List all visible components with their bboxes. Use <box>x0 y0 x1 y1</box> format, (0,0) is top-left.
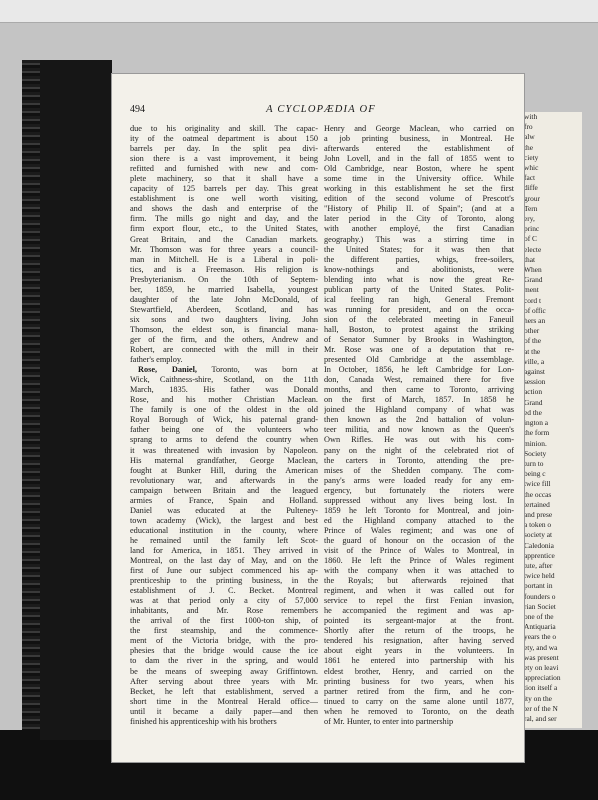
text-line: first of June our subject commenced his ap- <box>130 566 318 576</box>
facing-page-line: was present <box>524 652 559 662</box>
facing-page-line: with <box>524 112 538 121</box>
facing-page-line: grour <box>524 193 541 203</box>
text-line: ity of the oatmeal department is about 150 <box>130 134 318 144</box>
text-line: phesies that the bridge would cause the ice <box>130 646 318 656</box>
facing-page-line: ington a <box>524 418 549 428</box>
facing-page-line: portant in <box>524 581 553 591</box>
text-line: ger of the firm, and the others, Andrew and <box>130 334 318 344</box>
text-line: establishment of J. C. Becket. Montreal <box>130 586 318 596</box>
text-line: blending into what is now the great Re- <box>324 274 514 284</box>
facing-page-line: electe <box>524 244 542 254</box>
text-line: was at that period only a city of 57,000 <box>130 596 318 606</box>
running-title: A CYCLOPÆDIA OF <box>266 104 376 115</box>
book-page <box>112 74 524 762</box>
text-line: some time in the University office. While <box>324 174 514 184</box>
facing-page-line: the <box>524 142 534 152</box>
text-line: The family is one of the oldest in the old <box>130 405 318 415</box>
text-line: sion of the celebrated meeting in Faneuil <box>324 314 514 324</box>
text-line: Own Rifles. He was out with his com- <box>324 435 514 445</box>
facing-page-line: one of the <box>524 611 554 621</box>
text-line: six sons and two daughters living. John <box>130 314 318 324</box>
text-line: father's employ. <box>130 355 183 365</box>
text-line: Montreal, on the last day of May, and on the <box>130 556 318 566</box>
facing-page-line: of C <box>524 234 537 244</box>
text-line: Rose, Daniel, Toronto, was born at <box>138 365 318 375</box>
facing-page-line: ter of the N <box>524 703 558 713</box>
text-line: the Royals; but afterwards rejoined that <box>324 576 514 586</box>
text-line: establishment is one well worth visiting, <box>130 194 318 204</box>
facing-page-line: society at <box>524 530 553 540</box>
text-line: pany on the night of the celebrated riot of <box>324 445 514 455</box>
text-line: of Senator Sumner by Brooks in Washington, <box>324 334 514 344</box>
text-line: firm. The mills go night and day, and the <box>130 214 318 224</box>
facing-page-line: at the <box>524 346 541 356</box>
text-line: educational institution in the county, where <box>130 525 318 535</box>
text-line: After serving about three years with Mr. <box>130 676 318 686</box>
text-line: daughter of the late John McDonald, of <box>130 294 318 304</box>
facing-page-line: the occas <box>524 489 552 499</box>
text-line: afterwards entered the establishment of <box>324 144 514 154</box>
text-line: tics, and is a Freemason. His religion is <box>130 264 318 274</box>
text-line: Shortly after the return of the troops, he <box>324 626 514 636</box>
text-line: was running for president, and on the occa- <box>324 304 514 314</box>
text-line: joined the Highland company of what was <box>324 405 514 415</box>
facing-page-line: Caledonia <box>524 540 554 550</box>
facing-page-line: whic <box>524 163 539 173</box>
text-line: the arrival of the first 1000-ton ship, of <box>130 616 318 626</box>
text-line: capacity of 125 barrels per day. This great <box>130 184 318 194</box>
left-dark-edge <box>40 60 112 740</box>
text-line: barrels per day. In the split pea divi- <box>130 144 318 154</box>
text-line: tendered his resignation, after having served <box>324 636 514 646</box>
page-header <box>130 104 512 118</box>
facing-page-line: ety on leavi <box>524 662 559 672</box>
text-line: ed the Highland company attached to the <box>324 515 514 525</box>
text-line: on the first of March, 1857. In 1858 he <box>324 395 514 405</box>
right-text-column <box>324 124 514 727</box>
text-line: ber, 1859, he married Isabella, youngest <box>130 284 318 294</box>
text-line: he accompanied the regiment and was ap- <box>324 606 514 616</box>
text-line: eldest brother, Henry, and carried on the <box>324 666 514 676</box>
text-line: then known as the 2nd battalion of volun- <box>324 415 514 425</box>
text-line: Great Britain, and the Canadian markets. <box>130 234 318 244</box>
text-line: 1860. He left the Prince of Wales regiment <box>324 556 514 566</box>
facing-page-line: minion. <box>524 438 547 448</box>
text-line: he remained until the family left Scot- <box>130 535 318 545</box>
text-line: the United States; for it was then that <box>324 244 514 254</box>
text-line: geography.) This was a stirring time in <box>324 234 514 244</box>
text-line: land for America, in 1851. They arrived in <box>130 545 318 555</box>
facing-page-line: Grand <box>524 275 543 285</box>
facing-page-line: ery, <box>524 214 535 224</box>
facing-page-line: ral, and ser <box>524 713 557 723</box>
facing-page-line: Society <box>524 448 547 458</box>
text-line: the guard of honour on the occasion of the <box>324 535 514 545</box>
text-line: Prince of Wales regiment; and was one of <box>324 525 514 535</box>
facing-page-line: When <box>524 265 542 275</box>
text-line: the carters in Toronto, attending the pre- <box>324 455 514 465</box>
text-line: Stewartfield, Aberdeen, Scotland, and has <box>130 304 318 314</box>
scan-top-margin <box>0 0 598 22</box>
facing-page-line: founders o <box>524 591 556 601</box>
text-line: town academy (Wick), the largest and best <box>130 515 318 525</box>
text-line: visit of the Prince of Wales to Montreal, in <box>324 545 514 555</box>
text-line: refitted and furnished with new and com- <box>130 164 318 174</box>
text-line: father being one of the volunteers who <box>130 425 318 435</box>
text-line: about eight years in the volunteers. In <box>324 646 514 656</box>
text-line: His maternal grandfather, George Maclean, <box>130 455 318 465</box>
text-line: teer militia, and now known as the Queen's <box>324 425 514 435</box>
text-line: pany's arms were loaded ready for any em- <box>324 475 514 485</box>
text-line: working in this establishment he set the first <box>324 184 514 194</box>
text-line: Old Cambridge, near Boston, where he spent <box>324 164 514 174</box>
text-line: 1861 he entered into partnership with his <box>324 656 514 666</box>
text-line: Royal Borough of Wick, his paternal grand- <box>130 415 318 425</box>
text-line: In October, 1856, he left Cambridge for Lon- <box>324 365 514 375</box>
facing-page-line: Grand <box>524 397 543 407</box>
text-line: Mr. Rose was one of a deputation that re- <box>324 345 514 355</box>
text-line: prenticeship to the printing business, in the <box>130 576 318 586</box>
entry-name: Rose, Daniel, <box>138 365 197 375</box>
text-line: Robert, are connected with the mill in their <box>130 345 318 355</box>
text-line: later period in the City of Toronto, along <box>324 214 514 224</box>
facing-page-line: fro <box>524 122 533 132</box>
facing-page-line: being c <box>524 469 546 479</box>
facing-page-line: session <box>524 377 546 387</box>
facing-page-line: ed the <box>524 407 542 417</box>
facing-page <box>522 112 582 728</box>
text-line: "History of Philip II. of Spain"; (and at a <box>324 204 514 214</box>
text-line: ical feeling ran high, General Fremont <box>324 294 514 304</box>
text-line: short time in the Montreal Herald office— <box>130 696 318 706</box>
text-line: know-nothings and abolitionists, were <box>324 264 514 274</box>
facing-page-line: other <box>524 326 540 336</box>
facing-page-line: of the <box>524 336 542 346</box>
text-line: Daniel was educated at the Pulteney- <box>130 505 318 515</box>
text-line: John Lovell, and in the fall of 1855 went to <box>324 154 514 164</box>
facing-page-line: twice fill <box>524 479 551 489</box>
text-line: ergency, but fortunately the rioters were <box>324 485 514 495</box>
text-line: fought at Bunker Hill, during the American <box>130 465 318 475</box>
text-line: due to his originality and skill. The capac- <box>130 124 318 133</box>
text-line: pointed its sergeant-major at the front. <box>324 616 514 626</box>
text-line: Wick, Caithness-shire, Scotland, on the 11th <box>130 375 318 385</box>
text-line: Henry and George Maclean, who carried on <box>324 124 514 133</box>
facing-page-line: of offic <box>524 305 546 315</box>
text-line: man in Mitchell. He is a Liberal in poli- <box>130 254 318 264</box>
book-spine-shadow <box>22 60 40 740</box>
text-line: tinued to carry on the same alone until 1877, <box>324 696 514 706</box>
text-line: campaign between Britain and the leagued <box>130 485 318 495</box>
facing-page-line: and prese <box>524 509 553 519</box>
text-line: revolutionary war, and afterwards in the <box>130 475 318 485</box>
text-line: partner retired from the firm, and he con- <box>324 686 514 696</box>
facing-page-line: ville, a <box>524 356 545 366</box>
text-line: sion there is a vast improvement, it being <box>130 154 318 164</box>
text-line: armies of France, Spain and Holland. <box>130 495 318 505</box>
text-line: firm export flour, etc., to the United States, <box>130 224 318 234</box>
facing-page-line: rian Societ <box>524 601 556 611</box>
text-line: printing business for two years, when his <box>324 676 514 686</box>
text-line: don, Canada West, remained there for five <box>324 375 514 385</box>
text-line: a job printing business, in Montreal. He <box>324 134 514 144</box>
text-line: months, and then came to Toronto, arriving <box>324 385 514 395</box>
text-line: publican party of the United States. Polit- <box>324 284 514 294</box>
text-line: service to repel the first Fenian invasion, <box>324 596 514 606</box>
text-line: and shows the dash and enterprise of the <box>130 204 318 214</box>
scan-fold-line <box>0 22 598 23</box>
text-line: Mr. Thomson was for three years a council- <box>130 244 318 254</box>
facing-page-line: fact <box>524 173 536 183</box>
facing-page-line: tion itself a <box>524 683 558 693</box>
text-line: mises of the Shedden company. The com- <box>324 465 514 475</box>
text-line: inhabitants, and Mr. Rose remembers <box>130 606 318 616</box>
text-line: suppressed without any lives being lost. In <box>324 495 514 505</box>
text-line: ment of the Victoria bridge, with the pro- <box>130 636 318 646</box>
facing-page-line: tute, after <box>524 560 553 570</box>
page-number: 494 <box>130 104 145 115</box>
text-line: the first steamship, and the commence- <box>130 626 318 636</box>
facing-page-line: apprentice <box>524 550 555 560</box>
facing-page-line: ciety <box>524 152 539 162</box>
text-line: be the means of sweeping away Griffintown. <box>130 666 318 676</box>
facing-page-line: twice held <box>524 571 555 581</box>
text-line: the different parties, whigs, free-soilers, <box>324 254 514 264</box>
text-line: Rose, and his mother Christian Maclean. <box>130 395 318 405</box>
text-line: plete machinery, so that it shall have a <box>130 174 318 184</box>
facing-page-line: diffe <box>524 183 538 193</box>
facing-page-line: against <box>524 367 545 377</box>
facing-page-line: tertained <box>524 499 550 509</box>
facing-page-line: turn to <box>524 458 544 468</box>
facing-page-line: alw <box>524 132 535 142</box>
facing-page-line: a token o <box>524 520 552 530</box>
text-line: presented Old Cambridge at the assemblage. <box>324 355 514 365</box>
facing-page-line: action <box>524 387 543 397</box>
text-line: when he removed to Toronto, on the death <box>324 706 514 716</box>
text-line: 1859 he left Toronto for Montreal, and join- <box>324 505 514 515</box>
text-line: finished his apprenticeship with his brothers <box>130 716 277 726</box>
text-line: with another employé, the first Canadian <box>324 224 514 234</box>
text-line: regiment, and when it was called out for <box>324 586 514 596</box>
text-line: edition of the second volume of Prescott's <box>324 194 514 204</box>
text-line: until it became a daily paper—and then <box>130 706 318 716</box>
text-line: to dam the river in the spring, and would <box>130 656 318 666</box>
facing-page-line: appreciation <box>524 673 561 683</box>
text-line: Presbyterianism. On the 10th of Septem- <box>130 274 318 284</box>
facing-page-line: Tern <box>524 203 538 213</box>
text-line: Thomson, the eldest son, is financial mana- <box>130 324 318 334</box>
text-line: hall, Boston, to protest against the striking <box>324 324 514 334</box>
text-line: March, 1835. His father was Donald <box>130 385 318 395</box>
facing-page-line: ety, and wa <box>524 642 558 652</box>
facing-page-line: that <box>524 254 536 264</box>
facing-page-line: Antiquaria <box>524 622 556 632</box>
facing-page-line: years the o <box>524 632 557 642</box>
text-line: it was threatened with invasion by Napoleon. <box>130 445 318 455</box>
text-line: with the company when it was attached to <box>324 566 514 576</box>
facing-page-line: ment <box>524 285 539 295</box>
facing-page-line: the form <box>524 428 550 438</box>
text-line: sprang to arms to defend the country when <box>130 435 318 445</box>
left-text-column <box>130 124 318 727</box>
text-line: Becket, he left that establishment, served a <box>130 686 318 696</box>
facing-page-line: princ <box>524 224 540 234</box>
facing-page-line: hers an <box>524 316 546 326</box>
facing-page-line: ity on the <box>524 693 552 703</box>
text-line: of Mr. Hunter, to enter into partnership <box>324 716 454 726</box>
facing-page-line: cord t <box>524 295 542 305</box>
